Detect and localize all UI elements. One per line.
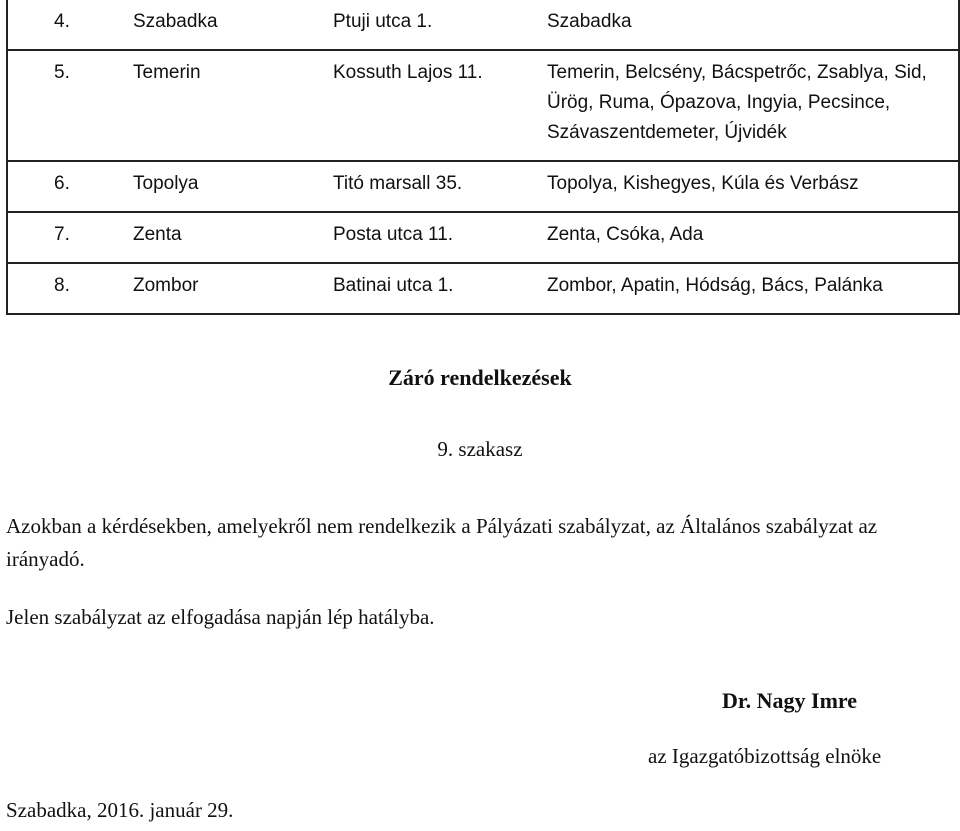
table-row: [7, 0, 959, 50]
row-number: 5.: [7, 50, 119, 161]
service-area: Zombor, Apatin, Hódság, Bács, Palánka: [539, 263, 959, 314]
signer-name: Dr. Nagy Imre: [722, 688, 858, 713]
service-area: Zenta, Csóka, Ada: [539, 212, 959, 263]
table-row: [7, 161, 959, 212]
row-number: 8.: [7, 263, 119, 314]
row-number: 7.: [7, 212, 119, 263]
section-number: 9. szakasz: [437, 437, 523, 461]
service-area: Szabadka: [539, 0, 959, 50]
office-address: Kossuth Lajos 11.: [321, 50, 539, 161]
closing-provisions-heading: Záró rendelkezések: [388, 365, 572, 390]
office-city: Zenta: [119, 212, 321, 263]
place-and-date: Szabadka, 2016. január 29.: [6, 798, 234, 822]
office-city: Topolya: [119, 161, 321, 212]
closing-paragraph-1: Azokban a kérdésekben, amelyekről nem rendelkezik a Pályázati szabályzat, az Általános szabályzat az irányadó.: [6, 514, 878, 571]
row-number: 4.: [7, 0, 119, 50]
office-address: Posta utca 11.: [321, 212, 539, 263]
table-row: [7, 212, 959, 263]
office-address: Ptuji utca 1.: [321, 0, 539, 50]
office-city: Szabadka: [119, 0, 321, 50]
signer-title: az Igazgatóbizottság elnöke: [648, 744, 882, 768]
office-city: Zombor: [119, 263, 321, 314]
closing-paragraph-2: Jelen szabályzat az elfogadása napján lép hatályba.: [6, 605, 435, 629]
table-row: [7, 263, 959, 314]
service-area: Topolya, Kishegyes, Kúla és Verbász: [539, 161, 959, 212]
office-city: Temerin: [119, 50, 321, 161]
service-area: Temerin, Belcsény, Bácspetrőc, Zsablya, Sid, Ürög, Ruma, Ópazova, Ingyia, Pecsince, Szávaszentdemeter, Újvidék: [539, 50, 959, 161]
offices-table-wrapper: [6, 0, 958, 315]
office-address: Batinai utca 1.: [321, 263, 539, 314]
row-number: 6.: [7, 161, 119, 212]
offices-table: [6, 0, 960, 315]
table-row: [7, 50, 959, 161]
office-address: Titó marsall 35.: [321, 161, 539, 212]
